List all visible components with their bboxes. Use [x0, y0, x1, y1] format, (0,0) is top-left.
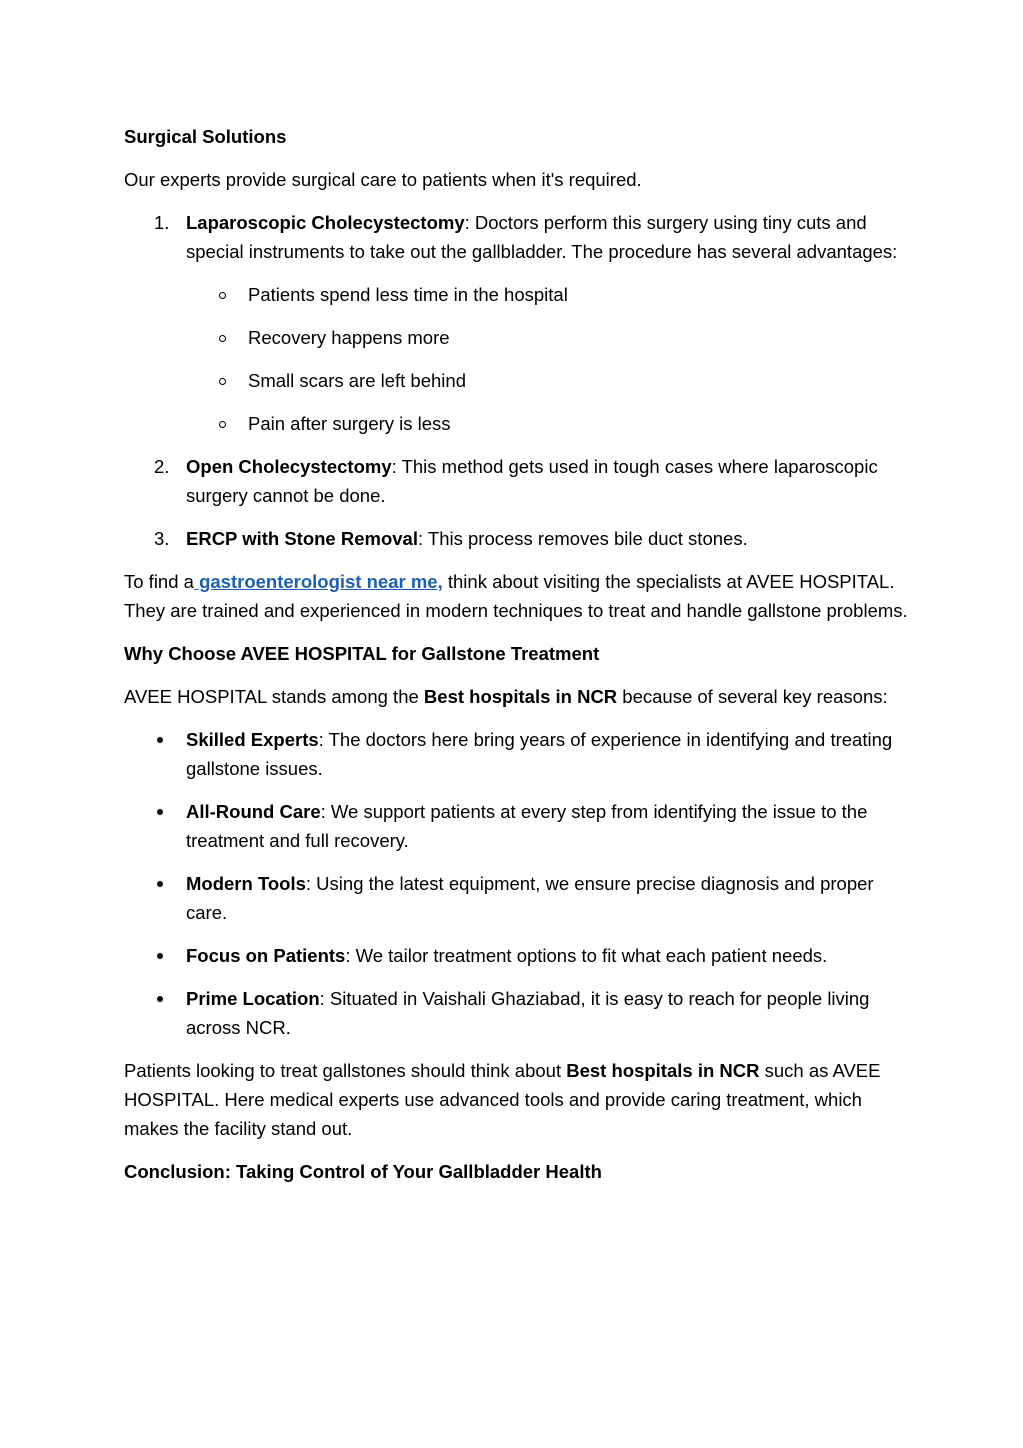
reason-item-modern-tools [124, 869, 914, 927]
why-intro-before: AVEE HOSPITAL stands among the [124, 686, 424, 707]
bullet-icon [157, 881, 163, 887]
advantage-text: Patients spend less time in the hospital [248, 284, 568, 305]
surgical-procedures-list [124, 208, 914, 553]
hollow-bullet-icon [219, 292, 226, 299]
list-number: 2. [154, 456, 170, 477]
advantage-text: Pain after surgery is less [248, 413, 451, 434]
closing-before: Patients looking to treat gallstones should think about [124, 1060, 567, 1081]
find-specialist-paragraph [124, 567, 914, 625]
hollow-bullet-icon [219, 335, 226, 342]
list-number: 3. [154, 528, 170, 549]
bullet-icon [157, 809, 163, 815]
reason-text: : Using the latest equipment, we ensure precise diagnosis and proper care. [186, 873, 874, 923]
reason-item-prime-location [124, 984, 914, 1042]
surgical-intro: Our experts provide surgical care to patients when it's required. [124, 169, 642, 190]
advantage-item [186, 323, 914, 352]
reason-item-skilled-experts [124, 725, 914, 783]
why-intro-after: because of several key reasons: [617, 686, 888, 707]
procedure-title: ERCP with Stone Removal [186, 528, 418, 549]
advantage-text: Recovery happens more [248, 327, 450, 348]
closing-bold: Best hospitals in NCR [566, 1060, 760, 1081]
find-text-after: think about visiting the specialists at AVEE HOSPITAL. They are trained and experienced in modern techniques to treat and handle gallstone problems. [124, 571, 908, 621]
reason-title: Focus on Patients [186, 945, 346, 966]
reason-text: : Situated in Vaishali Ghaziabad, it is easy to reach for people living across NCR. [186, 988, 870, 1038]
why-intro-bold: Best hospitals in NCR [423, 686, 618, 707]
reason-text: : We tailor treatment options to fit what each patient needs. [345, 945, 828, 966]
conclusion-heading: Conclusion: Taking Control of Your Gallbladder Health [124, 1161, 602, 1182]
reason-text: : The doctors here bring years of experience in identifying and treating gallstone issues. [186, 729, 893, 779]
reason-title: All-Round Care [186, 801, 321, 822]
reason-item-all-round-care [124, 797, 914, 855]
closing-paragraph [124, 1056, 914, 1143]
bullet-icon [157, 737, 163, 743]
reason-text: : We support patients at every step from identifying the issue to the treatment and full recovery. [186, 801, 868, 851]
document-page [124, 122, 914, 1200]
surgical-solutions-heading: Surgical Solutions [124, 126, 287, 147]
reason-title: Prime Location [186, 988, 320, 1009]
procedure-item-2 [124, 452, 914, 510]
hollow-bullet-icon [219, 421, 226, 428]
procedure-item-3 [124, 524, 914, 553]
procedure-text: : This method gets used in tough cases where laparoscopic surgery cannot be done. [186, 456, 878, 506]
advantage-item [186, 280, 914, 309]
why-choose-intro [124, 682, 914, 711]
reason-title: Modern Tools [186, 873, 306, 894]
bullet-icon [157, 996, 163, 1002]
reason-title: Skilled Experts [186, 729, 319, 750]
advantage-item [186, 409, 914, 438]
advantage-item [186, 366, 914, 395]
procedure-title: Laparoscopic Cholecystectomy [186, 212, 465, 233]
bullet-icon [157, 953, 163, 959]
advantage-text: Small scars are left behind [248, 370, 466, 391]
find-text-before: To find a [124, 571, 194, 592]
procedure-item-1 [124, 208, 914, 438]
why-choose-heading: Why Choose AVEE HOSPITAL for Gallstone Treatment [124, 643, 600, 664]
reasons-list [124, 725, 914, 1042]
closing-after: such as AVEE HOSPITAL. Here medical experts use advanced tools and provide caring treatment, which makes the facility stand out. [124, 1060, 881, 1139]
list-number: 1. [154, 212, 170, 233]
procedure-text: : Doctors perform this surgery using tiny cuts and special instruments to take out the gallbladder. The procedure has several advantages: [186, 212, 898, 262]
advantages-list [186, 280, 914, 438]
procedure-text: : This process removes bile duct stones. [417, 528, 748, 549]
reason-item-focus-on-patients [124, 941, 914, 970]
gastroenterologist-link[interactable]: gastroenterologist near me, [193, 571, 443, 592]
procedure-title: Open Cholecystectomy [186, 456, 392, 477]
hollow-bullet-icon [219, 378, 226, 385]
